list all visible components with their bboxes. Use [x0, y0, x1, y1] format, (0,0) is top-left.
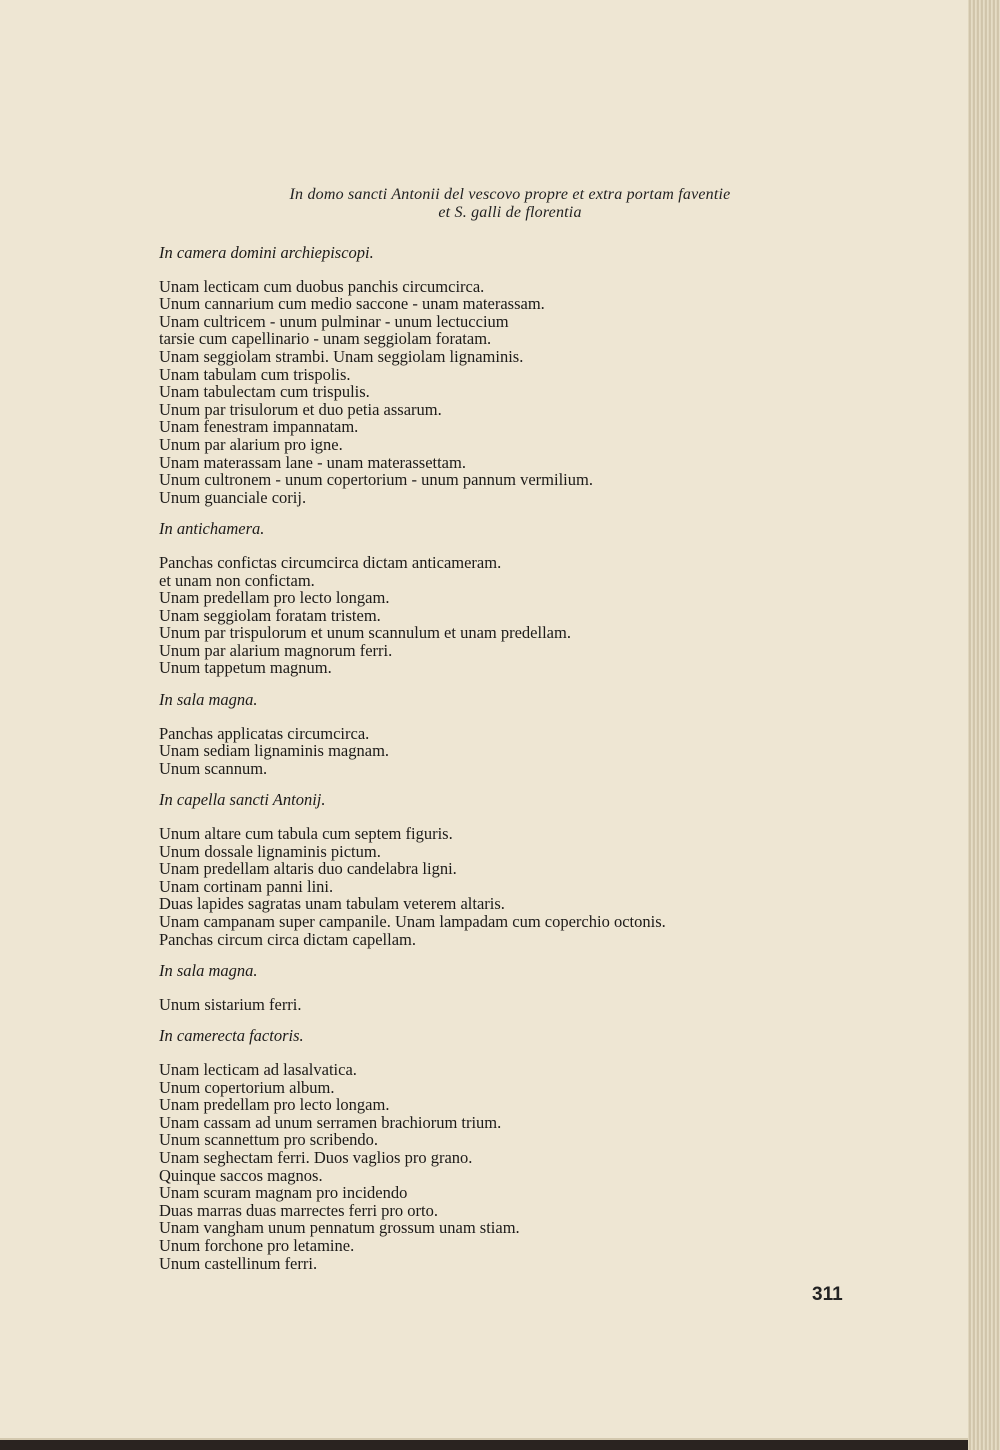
- section-heading: In sala magna.: [159, 961, 258, 981]
- inventory-line: Unum forchone pro letamine.: [159, 1235, 355, 1255]
- inventory-section: [159, 244, 859, 506]
- inventory-line: Unam materassam lane - unam materassettam.: [159, 452, 466, 472]
- inventory-line: Unam scuram magnam pro incidendo: [159, 1183, 408, 1203]
- inventory-line: Unam cultricem - unum pulminar - unum lectuccium: [159, 311, 509, 331]
- inventory-line: Unam predellam altaris duo candelabra ligni.: [159, 859, 457, 879]
- title-line-1: In domo sancti Antonii del vescovo propre et extra portam faventie: [289, 186, 731, 203]
- inventory-section: [159, 520, 859, 677]
- inventory-line: Duas lapides sagratas unam tabulam veterem altaris.: [159, 894, 505, 914]
- inventory-line: Unum copertorium album.: [159, 1077, 335, 1097]
- inventory-line: Unam predellam pro lecto longam.: [159, 1095, 390, 1115]
- inventory-line: Unam lecticam cum duobus panchis circumcirca.: [159, 276, 485, 296]
- inventory-line: Unum castellinum ferri.: [159, 1253, 318, 1273]
- inventory-section: [159, 791, 859, 948]
- page-edges: [968, 0, 1000, 1450]
- inventory-line: Unum sistarium ferri.: [159, 994, 302, 1014]
- inventory-text: [159, 244, 859, 1286]
- inventory-line: Unum altare cum tabula cum septem figuris.: [159, 824, 453, 844]
- inventory-line: Unum cultronem - unum copertorium - unum pannum vermilium.: [159, 470, 593, 490]
- inventory-line: Unam campanam super campanile. Unam lampadam cum coperchio octonis.: [159, 912, 666, 931]
- inventory-line: Unam seghectam ferri. Duos vaglios pro grano.: [159, 1147, 473, 1167]
- inventory-section: [159, 1027, 859, 1272]
- inventory-line: Unum par alarium pro igne.: [159, 434, 343, 454]
- inventory-line: Unum tappetum magnum.: [159, 658, 332, 678]
- inventory-line: Unum cannarium cum medio saccone - unam materassam.: [159, 294, 545, 314]
- inventory-line: Unam sediam lignaminis magnam.: [159, 741, 390, 761]
- inventory-line: Quinque saccos magnos.: [159, 1165, 323, 1185]
- inventory-line: Unum dossale lignaminis pictum.: [159, 841, 381, 861]
- title-line-2: et S. galli de florentia: [438, 204, 582, 221]
- inventory-line: tarsie cum capellinario - unam seggiolam foratam.: [159, 329, 492, 349]
- inventory-line: Unam seggiolam strambi. Unam seggiolam lignaminis.: [159, 346, 524, 366]
- section-heading: In camerecta factoris.: [159, 1026, 304, 1046]
- inventory-line: Unam lecticam ad lasalvatica.: [159, 1059, 357, 1079]
- inventory-line: Duas marras duas marrectes ferri pro orto.: [159, 1200, 439, 1220]
- inventory-line: Unum scannettum pro scribendo.: [159, 1130, 379, 1150]
- inventory-line: Unum guanciale corij.: [159, 487, 307, 507]
- inventory-line: et unam non confictam.: [159, 570, 315, 590]
- inventory-line: Unam tabulam cum trispolis.: [159, 364, 351, 384]
- page-number: 311: [812, 1284, 843, 1305]
- inventory-line: Unam cortinam panni lini.: [159, 876, 334, 896]
- section-heading: In capella sancti Antonij.: [159, 790, 326, 810]
- inventory-line: Unam fenestram impannatam.: [159, 417, 359, 437]
- section-heading: In sala magna.: [159, 690, 258, 710]
- inventory-line: Unum par trisulorum et duo petia assarum.: [159, 399, 442, 419]
- inventory-section: [159, 962, 859, 1013]
- inventory-line: Unam vangham unum pennatum grossum unam stiam.: [159, 1218, 520, 1238]
- inventory-line: Unum scannum.: [159, 758, 268, 778]
- inventory-line: Unum par alarium magnorum ferri.: [159, 640, 393, 660]
- section-heading: In antichamera.: [159, 519, 265, 539]
- inventory-line: Panchas confictas circumcirca dictam anticameram.: [159, 552, 502, 572]
- inventory-section: [159, 691, 859, 777]
- inventory-line: Unum par trispulorum et unum scannulum et unam predellam.: [159, 623, 571, 643]
- inventory-line: Panchas circum circa dictam capellam.: [159, 929, 416, 949]
- section-heading: In camera domini archiepiscopi.: [159, 243, 374, 262]
- inventory-line: Unam seggiolam foratam tristem.: [159, 605, 381, 625]
- inventory-line: Panchas applicatas circumcirca.: [159, 723, 370, 743]
- inventory-line: Unam cassam ad unum serramen brachiorum trium.: [159, 1112, 502, 1132]
- inventory-line: Unam tabulectam cum trispulis.: [159, 382, 370, 402]
- inventory-line: Unam predellam pro lecto longam.: [159, 588, 390, 608]
